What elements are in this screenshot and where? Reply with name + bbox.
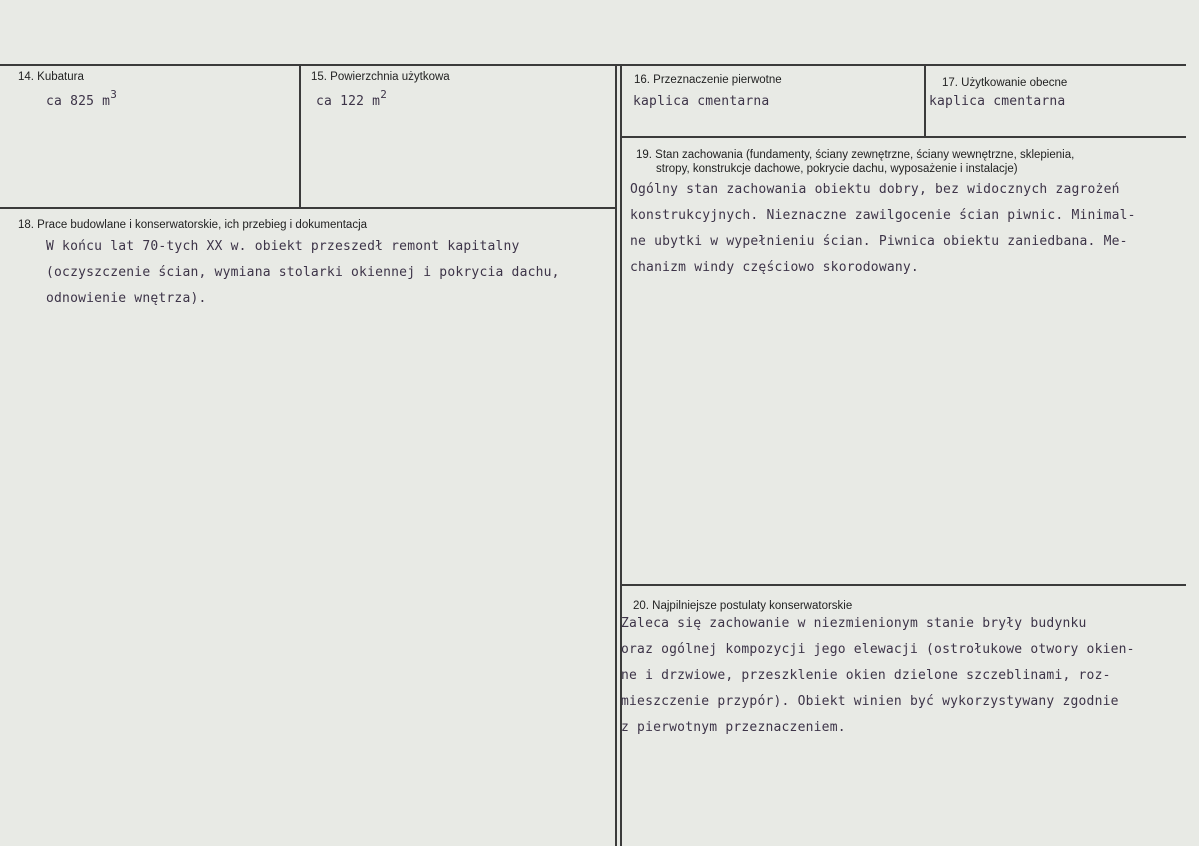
powierzchnia-label: 15. Powierzchnia użytkowa <box>311 71 450 83</box>
kubatura-unit-exponent: 3 <box>110 88 118 101</box>
powierzchnia-number: ca 122 m <box>316 94 381 109</box>
postulaty-line-4: mieszczenie przypór). Obiekt winien być wykorzystywany zgodnie <box>621 694 1119 709</box>
postulaty-label: 20. Najpilniejsze postulaty konserwatorskie <box>633 600 853 612</box>
uzytkowanie-value: kaplica cmentarna <box>929 94 1066 109</box>
stan-label-line-1: 19. Stan zachowania (fundamenty, ściany zewnętrzne, ściany wewnętrzne, sklepienia, <box>636 149 1075 161</box>
stan-line-2: konstrukcyjnych. Nieznaczne zawilgocenie ścian piwnic. Minimal- <box>630 208 1136 223</box>
przeznaczenie-value: kaplica cmentarna <box>633 94 770 109</box>
prace-line-1: W końcu lat 70-tych XX w. obiekt przeszedł remont kapitalny <box>46 239 520 254</box>
rule-above-19 <box>620 136 1186 138</box>
rule-above-20 <box>620 584 1186 586</box>
postulaty-line-5: z pierwotnym przeznaczeniem. <box>621 720 846 735</box>
postulaty-line-3: ne i drzwiowe, przeszklenie okien dzielone szczeblinami, roz- <box>621 668 1111 683</box>
postulaty-line-1: Zaleca się zachowanie w niezmienionym stanie bryły budynku <box>621 616 1087 631</box>
prace-text <box>46 234 560 312</box>
powierzchnia-unit-exponent: 2 <box>380 88 388 101</box>
stan-label-line-2: stropy, konstrukcje dachowe, pokrycie dachu, wyposażenie i instalacje) <box>656 163 1018 175</box>
rule-above-18 <box>0 207 617 209</box>
przeznaczenie-label: 16. Przeznaczenie pierwotne <box>634 74 782 86</box>
divider-16-17 <box>924 64 926 138</box>
prace-label: 18. Prace budowlane i konserwatorskie, ich przebieg i dokumentacja <box>18 219 368 231</box>
postulaty-line-2: oraz ogólnej kompozycji jego elewacji (ostrołukowe otwory okien- <box>621 642 1135 657</box>
stan-line-4: chanizm windy częściowo skorodowany. <box>630 260 919 275</box>
powierzchnia-value <box>316 89 387 115</box>
divider-14-15 <box>299 64 301 208</box>
uzytkowanie-label: 17. Użytkowanie obecne <box>942 77 1068 89</box>
top-rule <box>0 64 1186 66</box>
divider-left-right <box>615 64 617 846</box>
stan-line-1: Ogólny stan zachowania obiektu dobry, bez widocznych zagrożeń <box>630 182 1120 197</box>
stan-text <box>630 177 1136 281</box>
postulaty-text <box>621 611 1135 741</box>
kubatura-number: ca 825 m <box>46 94 111 109</box>
prace-line-3: odnowienie wnętrza). <box>46 291 207 306</box>
kubatura-value <box>46 89 117 115</box>
kubatura-label: 14. Kubatura <box>18 71 84 83</box>
stan-line-3: ne ubytki w wypełnieniu ścian. Piwnica obiektu zaniedbana. Me- <box>630 234 1128 249</box>
prace-line-2: (oczyszczenie ścian, wymiana stolarki okiennej i pokrycia dachu, <box>46 265 560 280</box>
